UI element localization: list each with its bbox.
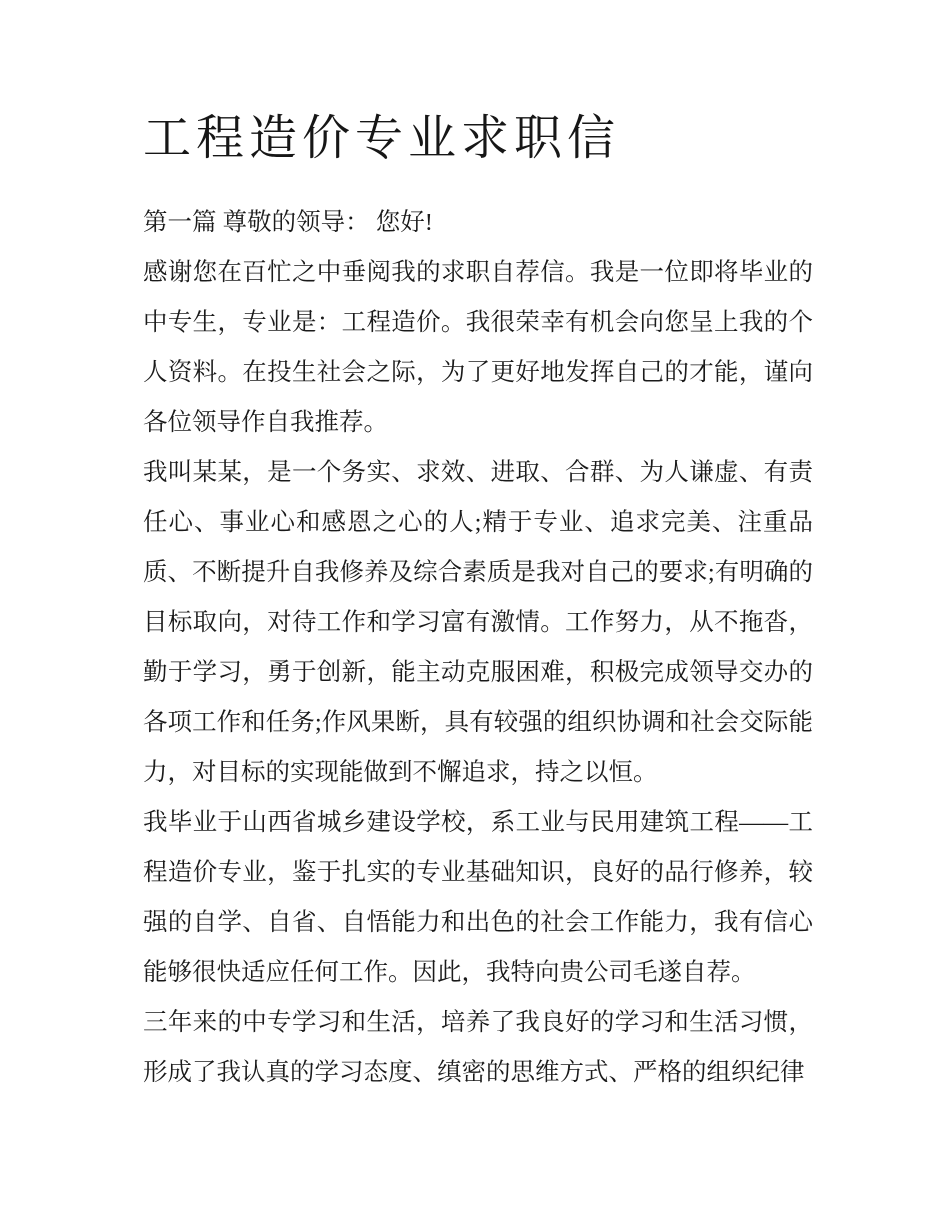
paragraph-school-life: 三年来的中专学习和生活，培养了我良好的学习和生活习惯，形成了我认真的学习态度、缜密的思维方式、严格的组织纪律 (143, 1009, 813, 1086)
document-title: 工程造价专业求职信 (143, 112, 621, 165)
document-body (143, 198, 813, 1098)
paragraph-self-description: 我叫某某，是一个务实、求效、进取、合群、为人谦虚、有责任心、事业心和感恩之心的人;精于专业、追求完美、注重品质、不断提升自我修养及综合素质是我对自己的要求;有明确的目标取向，对待工作和学习富有激情。工作努力，从不拖沓，勤于学习，勇于创新，能主动克服困难，积极完成领导交办的各项工作和任务;作风果断，具有较强的组织协调和社会交际能力，对目标的实现能做到不懈追求，持之以恒。 (143, 459, 813, 786)
paragraph-intro: 感谢您在百忙之中垂阅我的求职自荐信。我是一位即将毕业的中专生，专业是：工程造价。我很荣幸有机会向您呈上我的个人资料。在投生社会之际，为了更好地发挥自己的才能，谨向各位领导作自我推荐。 (143, 259, 813, 436)
paragraph-education: 我毕业于山西省城乡建设学校，系工业与民用建筑工程——工程造价专业，鉴于扎实的专业基础知识，良好的品行修养，较强的自学、自省、自悟能力和出色的社会工作能力，我有信心能够很快适应任何工作。因此，我特向贵公司毛遂自荐。 (143, 809, 813, 986)
paragraph-salutation: 第一篇 尊敬的领导： 您好! (143, 209, 433, 236)
